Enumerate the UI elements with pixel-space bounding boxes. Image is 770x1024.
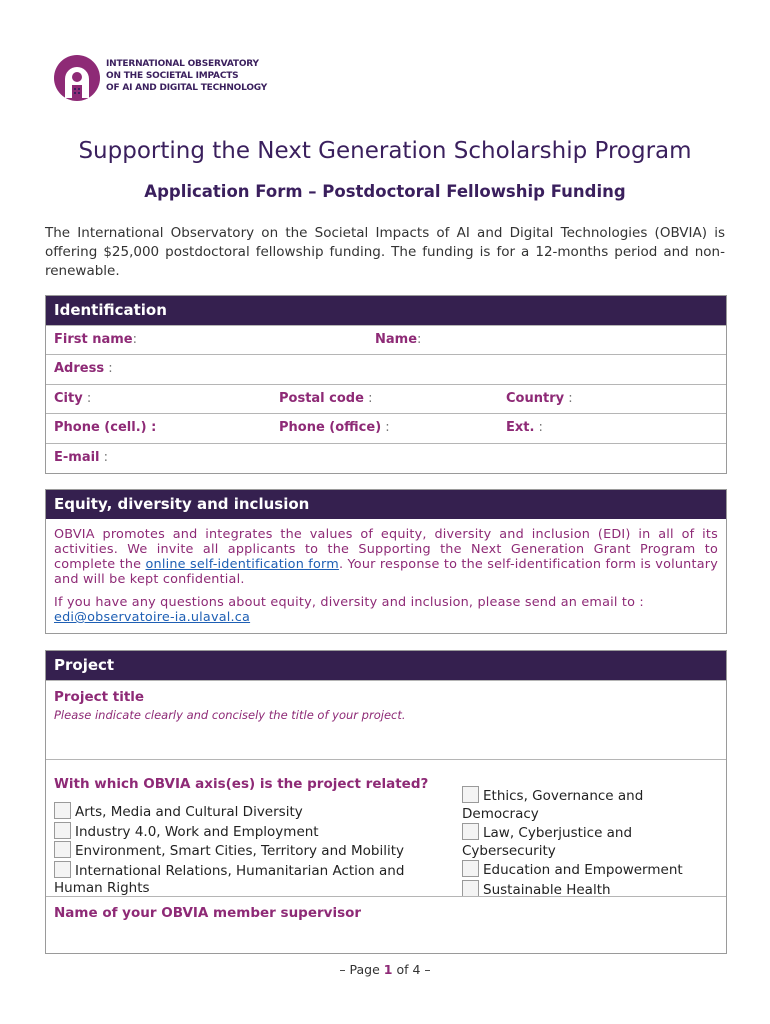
checkbox[interactable] [54,822,71,839]
colon: : [132,332,138,347]
supervisor-field[interactable] [46,896,726,953]
logo-line-3: OF AI AND DIGITAL TECHNOLOGY [106,83,268,93]
colon: : [363,391,373,406]
colon: : [82,391,92,406]
colon: : [146,420,157,435]
edi-email-link[interactable]: edi@observatoire-ia.ulaval.ca [54,610,251,625]
logo-text [106,58,267,94]
checkbox[interactable] [462,880,479,897]
colon: : [99,450,109,465]
form-subtitle: Application Form – Postdoctoral Fellowship Funding [144,182,626,201]
project-title-field[interactable] [46,680,726,759]
current-page: 1 [383,962,393,977]
footer-middle: of [392,962,413,977]
axis-label: Arts, Media and Cultural Diversity [75,804,303,820]
identification-header: Identification [46,296,726,325]
ext-field[interactable] [506,414,543,442]
email-label: E-mail [54,450,100,465]
colon: : [564,391,573,406]
axis-label: Law, Cyberjustice and Cybersecurity [462,825,633,859]
address-field[interactable] [54,355,113,383]
axis-list-left [54,802,424,898]
edi-text-after: . Your response to the self-identification form is voluntary and will be kept confidential. [54,557,718,587]
edi-contact-text: If you have any questions about equity, diversity and inclusion, please send an email to : [54,595,644,610]
axis-selection [46,759,726,896]
postal-code-field[interactable] [279,385,372,413]
axis-label: Sustainable Health [483,881,611,898]
location-row [46,384,726,413]
supervisor-label: Name of your OBVIA member supervisor [54,905,362,921]
total-pages: 4 [412,962,421,977]
email-field[interactable] [54,444,108,472]
colon: : [381,420,390,435]
checkbox[interactable] [54,841,71,858]
axis-label: Ethics, Governance and Democracy [462,788,644,822]
colon: : [417,332,422,347]
colon: : [104,361,113,376]
checkbox[interactable] [54,861,71,878]
edi-section [45,489,727,634]
edi-header: Equity, diversity and inclusion [46,490,726,519]
axis-checkbox-law[interactable] [462,823,712,860]
address-row [46,354,726,384]
edi-paragraph-2 [54,595,718,625]
ext-label: Ext. [506,420,535,435]
city-label: City [54,391,83,406]
logo-line-1: INTERNATIONAL OBSERVATORY [106,59,259,69]
footer-prefix: – Page [339,962,384,977]
phone-office-field[interactable] [279,414,390,442]
axis-label: Environment, Smart Cities, Territory and Mobility [75,843,405,859]
project-title-hint: Please indicate clearly and concisely the title of your project. [54,708,406,722]
axis-checkbox-education[interactable] [462,860,712,880]
obvia-logo-mark [52,52,102,104]
postal-code-label: Postal code [279,391,364,406]
axis-checkbox-environment[interactable] [54,841,424,861]
first-name-field[interactable] [54,326,137,354]
phone-cell-field[interactable] [54,414,156,442]
checkbox[interactable] [462,786,479,803]
country-label: Country [506,391,565,406]
identification-section [45,295,727,474]
name-row [46,325,726,354]
first-name-label: First name [54,332,133,347]
checkbox[interactable] [54,802,71,819]
phone-row [46,413,726,443]
phone-cell-label: Phone (cell.) [54,420,147,435]
checkbox[interactable] [462,823,479,840]
logo-line-2: ON THE SOCIETAL IMPACTS [106,71,239,81]
page-footer [0,962,770,977]
address-label: Adress [54,361,105,376]
footer-suffix: – [420,962,431,977]
self-identification-link[interactable]: online self-identification form [145,557,339,572]
project-header: Project [46,651,726,680]
axis-checkbox-industry[interactable] [54,822,424,842]
edi-text-before: OBVIA promotes and integrates the values of equity, diversity and inclusion (EDI) in all of its activities. We invite all applicants to the Supporting the Next Generation Grant Program to complete the [54,527,718,572]
project-section [45,650,727,954]
edi-paragraph-1 [54,527,718,587]
country-field[interactable] [506,385,573,413]
axis-label: Industry 4.0, Work and Employment [75,823,319,840]
checkbox[interactable] [462,860,479,877]
axis-checkbox-international[interactable] [54,861,424,898]
city-field[interactable] [54,385,91,413]
axis-label: Education and Empowerment [483,862,683,878]
edi-body [46,519,726,633]
name-field[interactable] [375,326,421,354]
colon: : [534,420,543,435]
page-title: Supporting the Next Generation Scholarship Program [78,138,692,164]
intro-paragraph: The International Observatory on the Societal Impacts of AI and Digital Technologies (OBVIA) is offering $25,000 postdoctoral fellowship funding. The funding is for a 12-months period and non-renewable. [45,225,725,279]
axis-label: International Relations, Humanitarian Action and Human Rights [54,862,405,896]
name-label: Name [375,332,418,347]
obvia-logo [52,52,268,104]
axis-list-right [462,786,712,899]
axis-checkbox-ethics[interactable] [462,786,712,823]
phone-office-label: Phone (office) [279,420,382,435]
axis-checkbox-arts[interactable] [54,802,424,822]
axis-question: With which OBVIA axis(es) is the project related? [54,776,429,792]
email-row [46,443,726,473]
project-title-label: Project title [54,689,145,705]
